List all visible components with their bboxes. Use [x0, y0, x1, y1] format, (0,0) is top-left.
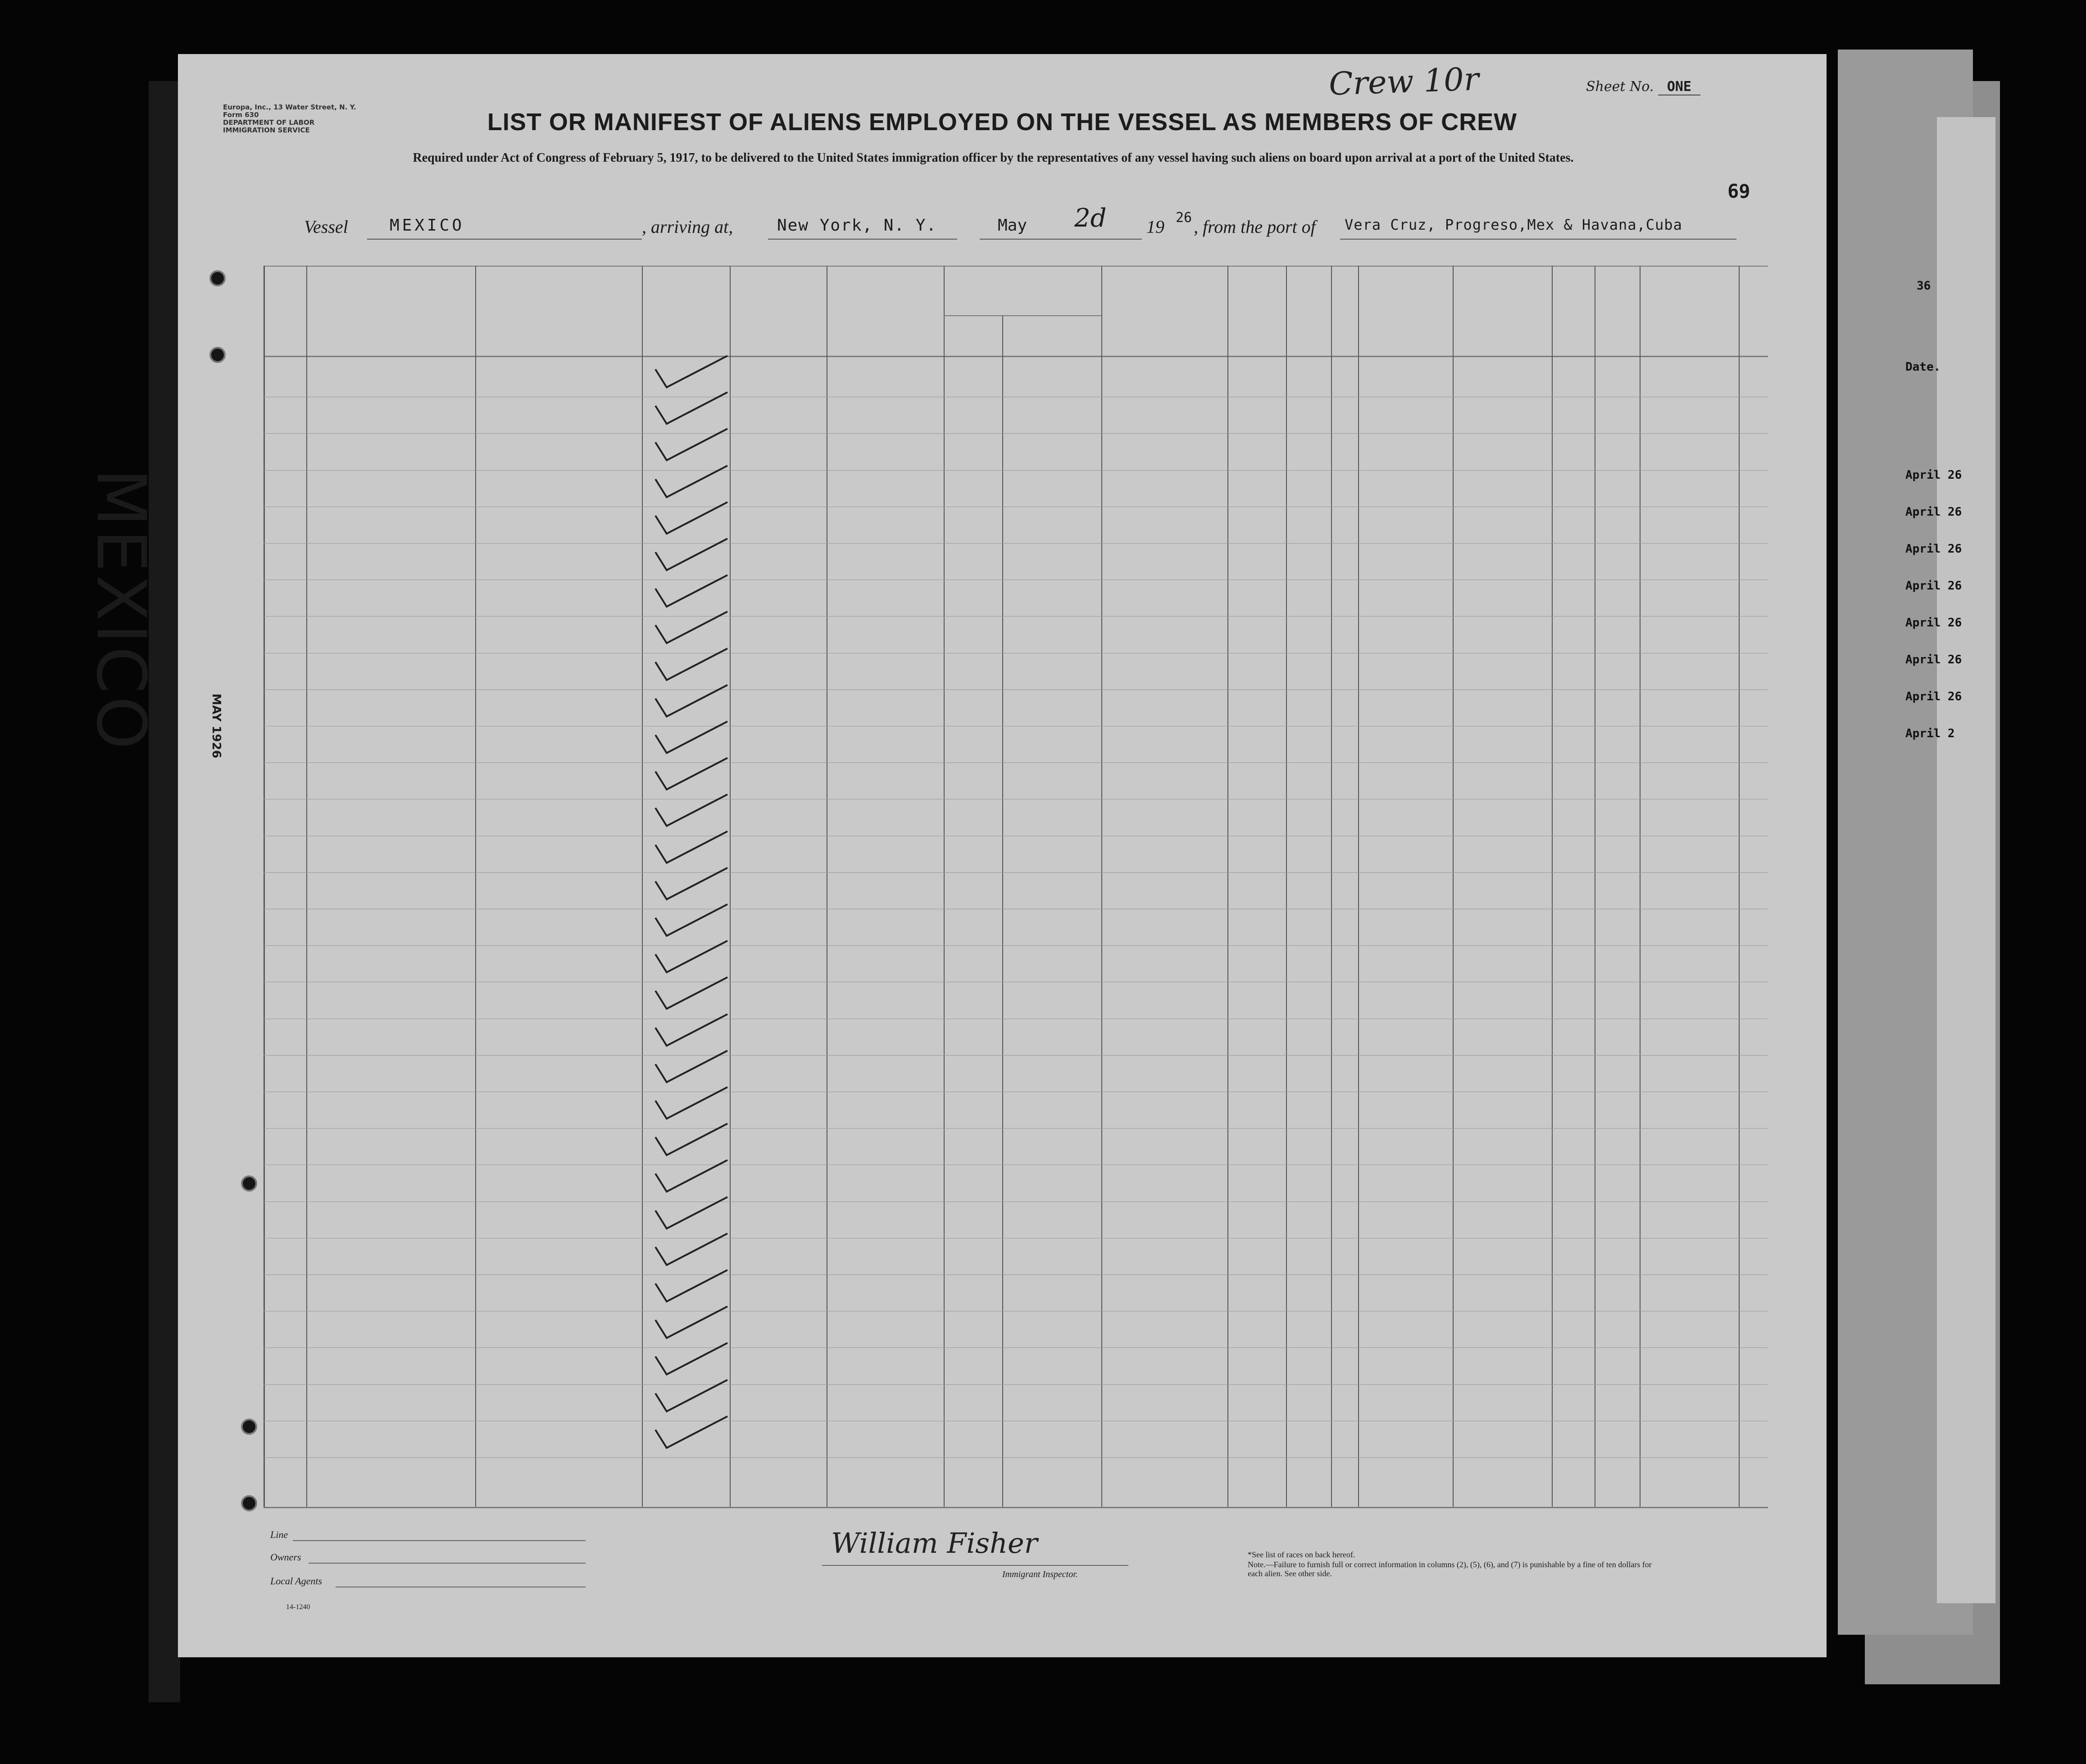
date-stamp: MAY 1926 [209, 694, 223, 758]
column-divider [1453, 266, 1454, 1507]
line-label: Line [270, 1529, 288, 1540]
row-rule [264, 1055, 1768, 1056]
page-number: 69 [1727, 180, 1750, 202]
column-divider [1640, 266, 1641, 1507]
column-divider [306, 266, 307, 1507]
arriving-port: New York, N. Y. [777, 216, 937, 235]
check-mark [646, 790, 736, 830]
binder-hole [209, 347, 226, 363]
check-mark [646, 936, 736, 977]
column-divider [1227, 266, 1228, 1507]
arriving-port-rule [768, 239, 957, 240]
owners-label: Owners [270, 1551, 301, 1563]
column-divider [1552, 266, 1553, 1507]
arrival-day: 2d [1074, 204, 1107, 233]
column-divider [264, 266, 265, 1507]
sheet-number-value: ONE [1658, 79, 1700, 95]
row-rule [264, 872, 1768, 873]
row-rule [264, 433, 1768, 434]
year-prefix: 19 [1146, 217, 1164, 237]
row-rule [264, 945, 1768, 946]
column-divider [475, 266, 476, 1507]
check-mark [646, 1412, 736, 1452]
handwritten-note: Crew 10r [1328, 60, 1480, 103]
vessel-name-rule [367, 239, 642, 240]
right-edge-date: April 26 [1905, 468, 1962, 482]
check-mark [646, 1010, 736, 1050]
arrival-date-rule [980, 239, 1142, 240]
check-mark [646, 680, 736, 721]
right-edge-date: April 26 [1905, 690, 1962, 703]
check-mark [646, 388, 736, 428]
from-label: , from the port of [1194, 217, 1316, 237]
check-mark [646, 753, 736, 794]
column-divider [1739, 266, 1740, 1507]
row-rule [264, 762, 1768, 763]
right-edge-date: April 2 [1905, 727, 1955, 740]
page-subtitle: Required under Act of Congress of February 5, 1917, to be delivered to the United States immigration officer by the representatives of any vessel having such aliens on board upon arrival at a port of the United States. [413, 151, 1574, 165]
check-mark [646, 1119, 736, 1160]
column-divider [1358, 266, 1359, 1507]
right-edge-column-number: 36 [1917, 279, 1931, 293]
local-agents-label: Local Agents [270, 1575, 323, 1587]
row-rule [264, 1347, 1768, 1348]
table-top-rule [264, 266, 1768, 267]
binder-hole [241, 1419, 257, 1435]
right-edge-date: April 26 [1905, 579, 1962, 593]
footnote-penalty: Note.—Failure to furnish full or correct information in columns (2), (5), (6), and (7) is punishable by a fine of ten dollars for each alien. See other side. [1248, 1560, 1652, 1578]
check-mark [646, 644, 736, 685]
row-rule [264, 543, 1768, 544]
column-divider [1331, 266, 1332, 1507]
sheet-number [1586, 79, 1700, 95]
stacked-page-edge [1937, 117, 1995, 1603]
row-rule [264, 470, 1768, 471]
imprint-line: DEPARTMENT OF LABOR [223, 118, 315, 127]
check-mark [646, 1265, 736, 1306]
right-edge-date: April 26 [1905, 653, 1962, 667]
row-rule [264, 616, 1768, 617]
line-rule [293, 1540, 586, 1541]
right-edge-date: April 26 [1905, 505, 1962, 519]
page-title: LIST OR MANIFEST OF ALIENS EMPLOYED ON THE VESSEL AS MEMBERS OF CREW [487, 109, 1518, 136]
arriving-label: , arriving at, [642, 217, 733, 237]
row-rule [264, 1128, 1768, 1129]
check-mark [646, 1193, 736, 1233]
check-mark [646, 1046, 736, 1087]
check-mark [646, 1302, 736, 1342]
table-bottom-rule [264, 1507, 1768, 1508]
row-rule [264, 1457, 1768, 1458]
header-bottom-rule [264, 356, 1768, 357]
owners-rule [309, 1563, 586, 1564]
right-edge-date: April 26 [1905, 542, 1962, 556]
shipped-sub-rule [944, 315, 1101, 316]
signature-rule [822, 1565, 1128, 1566]
check-mark [646, 1375, 736, 1416]
imprint-line: Form 630 [223, 111, 259, 119]
check-mark [646, 571, 736, 611]
row-rule [264, 1384, 1768, 1385]
manifest-sheet [82, 54, 1827, 1657]
check-mark [646, 1338, 736, 1379]
check-mark [646, 1229, 736, 1270]
sheet-number-label: Sheet No. [1586, 79, 1654, 95]
row-rule [264, 1274, 1768, 1275]
check-mark [646, 717, 736, 757]
signature-caption: Immigrant Inspector. [1002, 1569, 1078, 1579]
vessel-line [178, 204, 1827, 248]
binder-hole [241, 1175, 257, 1192]
check-mark [646, 607, 736, 648]
footnote-races: *See list of races on back hereof. [1248, 1550, 1355, 1559]
row-rule [264, 689, 1768, 690]
column-divider [1286, 266, 1287, 1507]
check-mark [646, 461, 736, 502]
check-mark [646, 973, 736, 1013]
check-mark [646, 1156, 736, 1196]
column-divider [944, 266, 945, 1507]
column-subdivider [1002, 315, 1003, 1507]
right-edge-date: April 26 [1905, 616, 1962, 630]
check-mark [646, 827, 736, 867]
binding-edge [149, 81, 180, 1702]
binder-hole [241, 1495, 257, 1511]
check-mark [646, 1083, 736, 1123]
year-suffix: 26 [1176, 210, 1192, 226]
binder-hole [209, 270, 226, 286]
check-mark [646, 351, 736, 392]
column-divider [642, 266, 643, 1507]
form-code: 14-1240 [286, 1603, 310, 1611]
arrival-month: May [998, 216, 1027, 235]
check-mark [646, 863, 736, 904]
from-port-rule [1340, 239, 1736, 240]
check-mark [646, 498, 736, 538]
imprint-line: IMMIGRATION SERVICE [223, 126, 310, 134]
check-mark [646, 534, 736, 575]
vessel-stamp: MEXICO [82, 468, 160, 752]
right-edge-date: Date. [1905, 360, 1941, 374]
imprint-line: Europa, Inc., 13 Water Street, N. Y. [223, 103, 356, 111]
check-mark [646, 424, 736, 465]
vessel-label: Vessel [304, 217, 348, 237]
vessel-name: MEXICO [390, 216, 465, 235]
column-divider [1101, 266, 1102, 1507]
inspector-signature: William Fisher [831, 1527, 1038, 1560]
from-port: Vera Cruz, Progreso,Mex & Havana,Cuba [1345, 216, 1682, 233]
check-mark [646, 900, 736, 940]
